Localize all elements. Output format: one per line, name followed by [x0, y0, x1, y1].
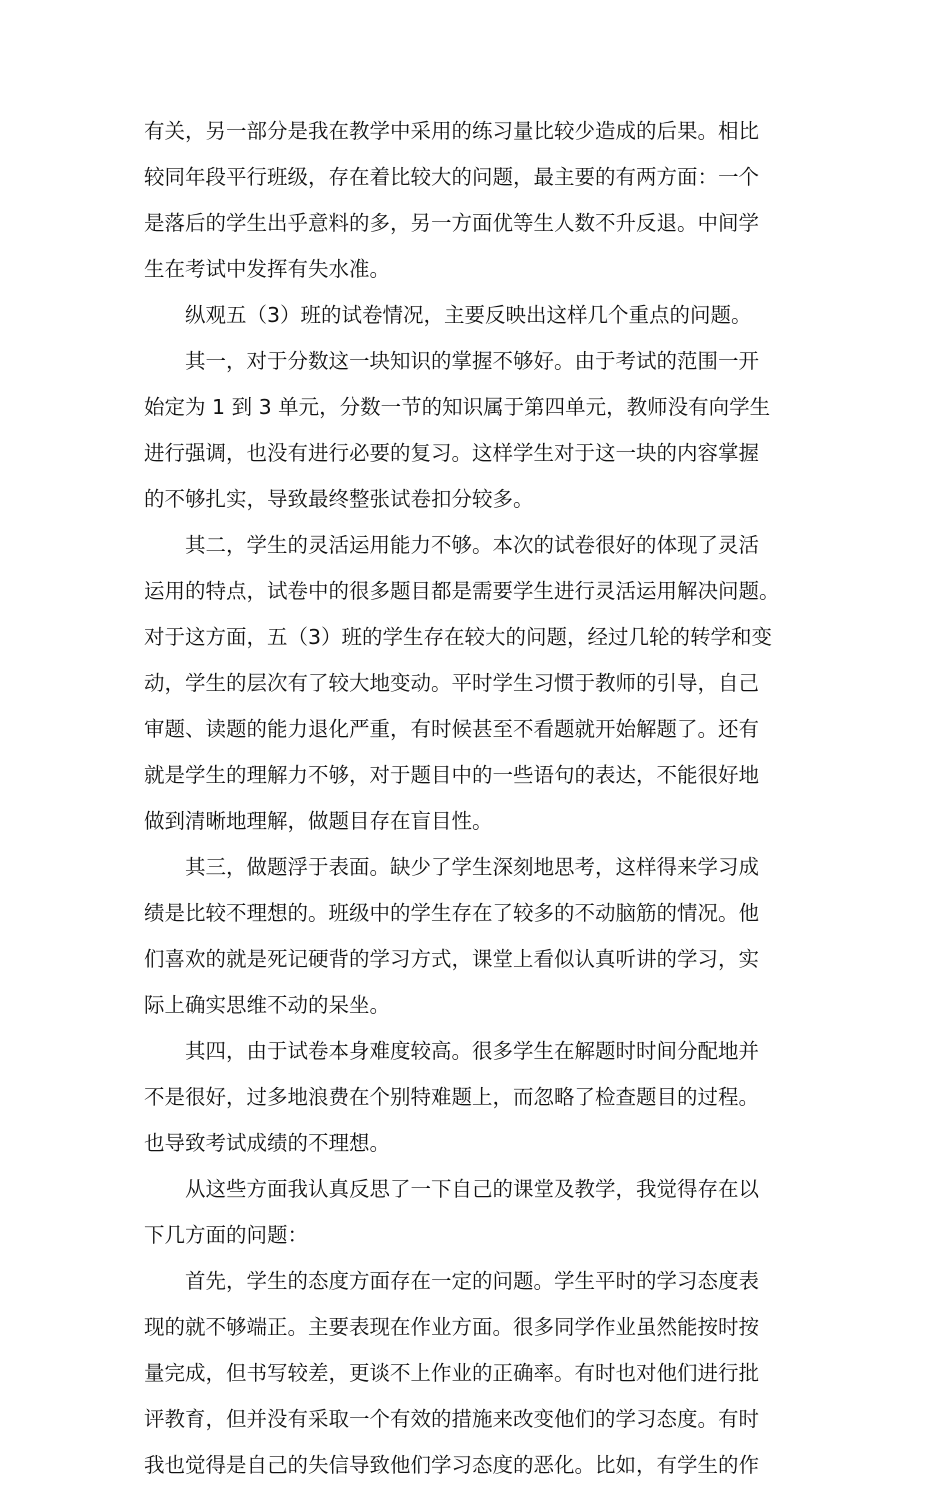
text-line: 生在考试中发挥有失水准。	[144, 257, 390, 281]
text-line: 我也觉得是自己的失信导致他们学习态度的恶化。比如，有学生的作	[144, 1453, 759, 1477]
text-line: 较同年段平行班级，存在着比较大的问题，最主要的有两方面：一个	[144, 165, 759, 189]
text-line: 做到清晰地理解，做题目存在盲目性。	[144, 809, 493, 833]
text-line: 动，学生的层次有了较大地变动。平时学生习惯于教师的引导，自己	[144, 671, 759, 695]
text-line: 进行强调，也没有进行必要的复习。这样学生对于这一块的内容掌握	[144, 441, 759, 465]
text-line: 其一，对于分数这一块知识的掌握不够好。由于考试的范围一开	[185, 349, 759, 373]
text-line: 从这些方面我认真反思了一下自己的课堂及教学，我觉得存在以	[185, 1177, 759, 1201]
text-line: 绩是比较不理想的。班级中的学生存在了较多的不动脑筋的情况。他	[144, 901, 759, 925]
text-line: 不是很好，过多地浪费在个别特难题上，而忽略了检查题目的过程。	[144, 1085, 759, 1109]
text-line: 们喜欢的就是死记硬背的学习方式，课堂上看似认真听讲的学习，实	[144, 947, 759, 971]
text-line: 也导致考试成绩的不理想。	[144, 1131, 390, 1155]
text-line: 有关，另一部分是我在教学中采用的练习量比较少造成的后果。相比	[144, 119, 759, 143]
text-line: 其四，由于试卷本身难度较高。很多学生在解题时时间分配地并	[185, 1039, 759, 1063]
text-line: 际上确实思维不动的呆坐。	[144, 993, 390, 1017]
text-line: 是落后的学生出乎意料的多，另一方面优等生人数不升反退。中间学	[144, 211, 759, 235]
text-line: 就是学生的理解力不够，对于题目中的一些语句的表达，不能很好地	[144, 763, 759, 787]
text-line: 审题、读题的能力退化严重，有时候甚至不看题就开始解题了。还有	[144, 717, 759, 741]
text-line: 纵观五（3）班的试卷情况，主要反映出这样几个重点的问题。	[185, 303, 752, 327]
text-line: 首先，学生的态度方面存在一定的问题。学生平时的学习态度表	[185, 1269, 759, 1293]
document-body	[144, 108, 812, 1488]
text-line: 现的就不够端正。主要表现在作业方面。很多同学作业虽然能按时按	[144, 1315, 759, 1339]
text-line: 运用的特点，试卷中的很多题目都是需要学生进行灵活运用解决问题。	[144, 579, 780, 603]
text-line: 对于这方面，五（3）班的学生存在较大的问题，经过几轮的转学和变	[144, 625, 773, 649]
text-line: 评教育，但并没有采取一个有效的措施来改变他们的学习态度。有时	[144, 1407, 759, 1431]
text-line: 的不够扎实，导致最终整张试卷扣分较多。	[144, 487, 534, 511]
text-line: 其二，学生的灵活运用能力不够。本次的试卷很好的体现了灵活	[185, 533, 759, 557]
text-line: 其三，做题浮于表面。缺少了学生深刻地思考，这样得来学习成	[185, 855, 759, 879]
text-line: 始定为 1 到 3 单元，分数一节的知识属于第四单元，教师没有向学生	[144, 395, 771, 419]
text-line: 下几方面的问题：	[144, 1223, 308, 1247]
text-line: 量完成，但书写较差，更谈不上作业的正确率。有时也对他们进行批	[144, 1361, 759, 1385]
